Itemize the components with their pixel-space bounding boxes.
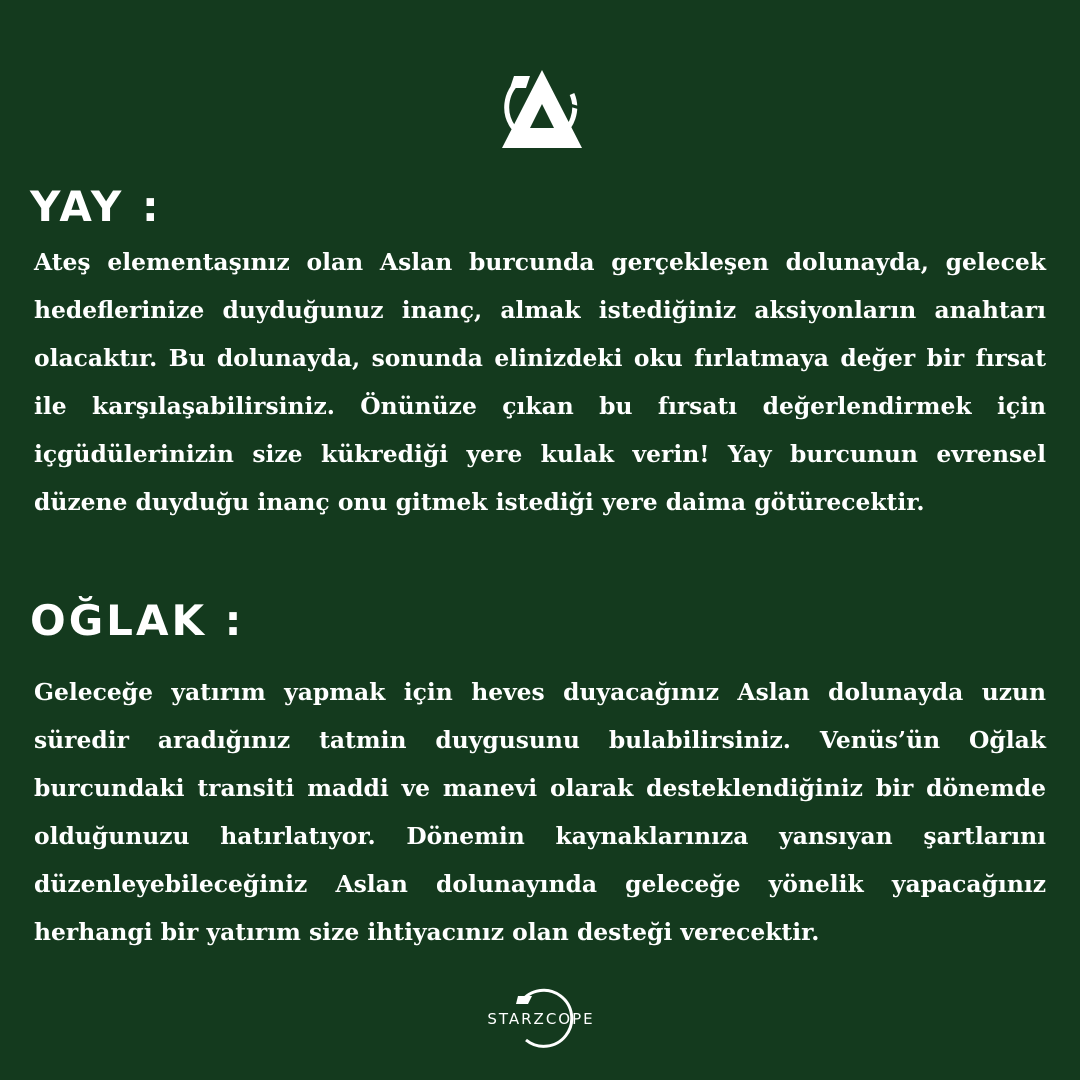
section-body-oglak: Geleceğe yatırım yapmak için heves duyacağınız Aslan dolunayda uzun süredir aradığınız tatmin duygusunu bulabilirsiniz. Venüs’ün Oğlak burcundaki transiti maddi ve manevi olarak desteklendiğiniz bir dönemde olduğunuzu hatırlatıyor. Dönemin kaynaklarınıza yansıyan şartlarını düzenleyebileceğiniz Aslan dolunayında geleceğe yönelik yapacağınız herhangi bir yatırım size ihtiyacınız olan desteği verecektir. bbox=[34, 678, 1046, 946]
brand-name: STARZCOPE bbox=[487, 1010, 595, 1028]
starzcope-emblem-icon bbox=[496, 64, 588, 154]
starzcope-logo bbox=[466, 982, 616, 1054]
section-heading-yay: YAY : bbox=[30, 182, 162, 231]
section-body-yay: Ateş elementaşınız olan Aslan burcunda gerçekleşen dolunayda, gelecek hedeflerinize duyduğunuz inanç, almak istediğiniz aksiyonların anahtarı olacaktır. Bu dolunayda, sonunda elinizdeki oku fırlatmaya değer bir fırsat ile karşılaşabilirsiniz. Önünüze çıkan bu fırsatı değerlendirmek için içgüdülerinizin size kükrediği yere kulak verin! Yay burcunun evrensel düzene duyduğu inanç onu gitmek istediği yere daima götürecektir. bbox=[34, 248, 1046, 516]
section-heading-oglak: OĞLAK : bbox=[30, 596, 245, 645]
